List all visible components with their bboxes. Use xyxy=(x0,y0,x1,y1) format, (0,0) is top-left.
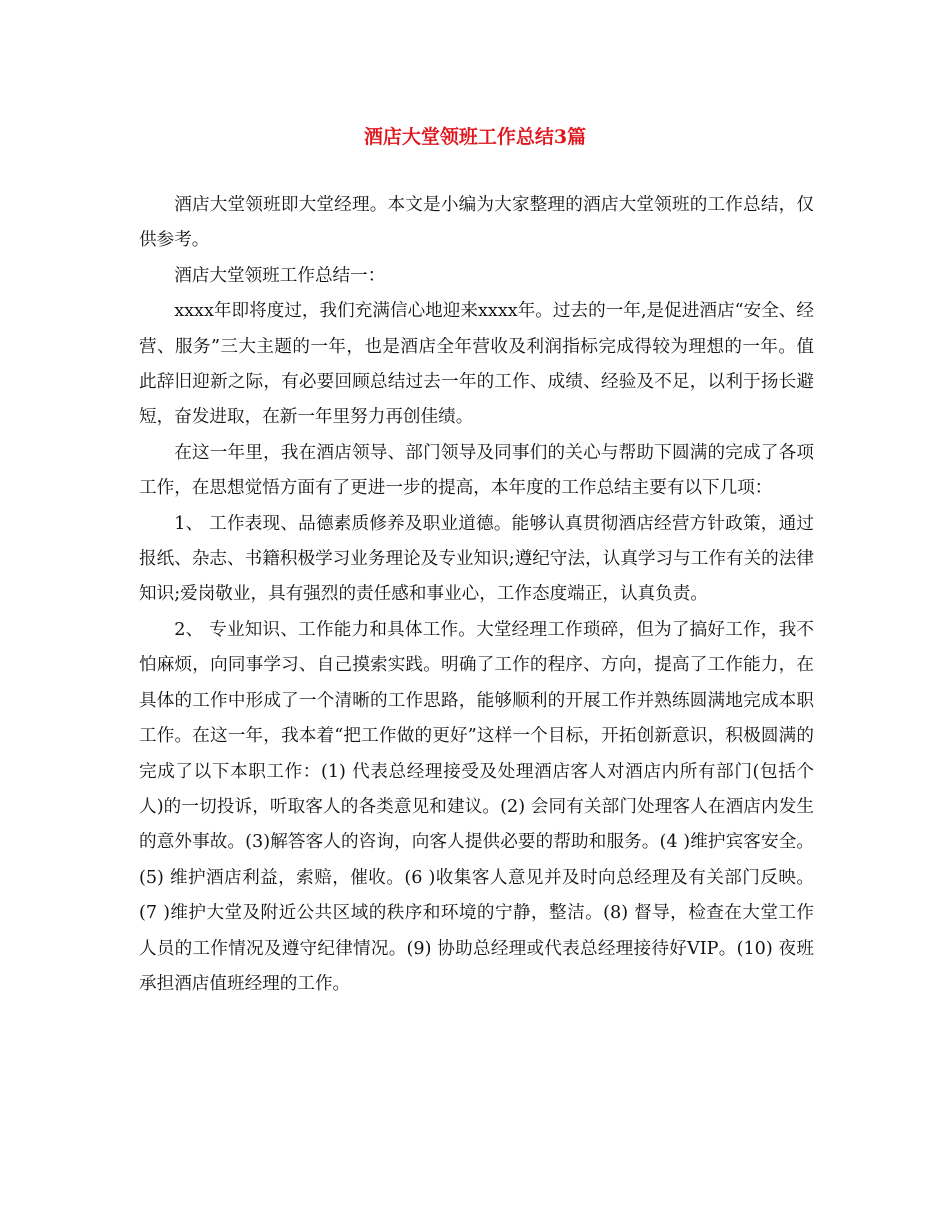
paragraph-item-1: 1、 工作表现、品德素质修养及职业道德。能够认真贯彻酒店经营方针政策，通过报纸、杂志、书籍积极学习业务理论及专业知识;遵纪守法，认真学习与工作有关的法律知识;爱岗敬业，具有强烈的责任感和事业心，工作态度端正，认真负责。 xyxy=(139,513,814,605)
document-title: 酒店大堂领班工作总结3篇 xyxy=(363,126,587,148)
paragraph-year-review: xxxx年即将度过，我们充满信心地迎来xxxx年。过去的一年,是促进酒店“安全、经营、服务”三大主题的一年，也是酒店全年营收及利润指标完成得较为理想的一年。值此辞旧迎新之际，有必要回顾总结过去一年的工作、成绩、经验及不足，以利于扬长避短，奋发进取，在新一年里努力再创佳绩。 xyxy=(139,301,814,428)
document-body xyxy=(139,188,814,1002)
paragraph-intro: 酒店大堂领班即大堂经理。本文是小编为大家整理的酒店大堂领班的工作总结，仅供参考。 xyxy=(139,195,814,251)
paragraph-summary-overview: 在这一年里，我在酒店领导、部门领导及同事们的关心与帮助下圆满的完成了各项工作，在思想觉悟方面有了更进一步的提高，本年度的工作总结主要有以下几项： xyxy=(139,442,814,499)
paragraph-section-heading: 酒店大堂领班工作总结一： xyxy=(174,265,386,286)
paragraph-item-2: 2、 专业知识、工作能力和具体工作。大堂经理工作琐碎，但为了搞好工作，我不怕麻烦，向同事学习、自己摸索实践。明确了工作的程序、方向，提高了工作能力，在具体的工作中形成了一个清晰的工作思路，能够顺利的开展工作并熟练圆满地完成本职工作。在这一年，我本着“把工作做的更好”这样一个目标，开拓创新意识，积极圆满的完成了以下本职工作：(1) 代表总经理接受及处理酒店客人对酒店内所有部门(包括个人)的一切投诉，听取客人的各类意见和建议。(2) 会同有关部门处理客人在酒店内发生的意外事故。(3)解答客人的咨询，向客人提供必要的帮助和服务。(4 )维护宾客安全。(5) 维护酒店利益，索赔，催收。(6 )收集客人意见并及时向总经理及有关部门反映。(7 )维护大堂及附近公共区域的秩序和环境的宁静，整洁。(8) 督导，检查在大堂工作人员的工作情况及遵守纪律情况。(9) 协助总经理或代表总经理接待好VIP。(10) 夜班承担酒店值班经理的工作。 xyxy=(139,619,814,994)
